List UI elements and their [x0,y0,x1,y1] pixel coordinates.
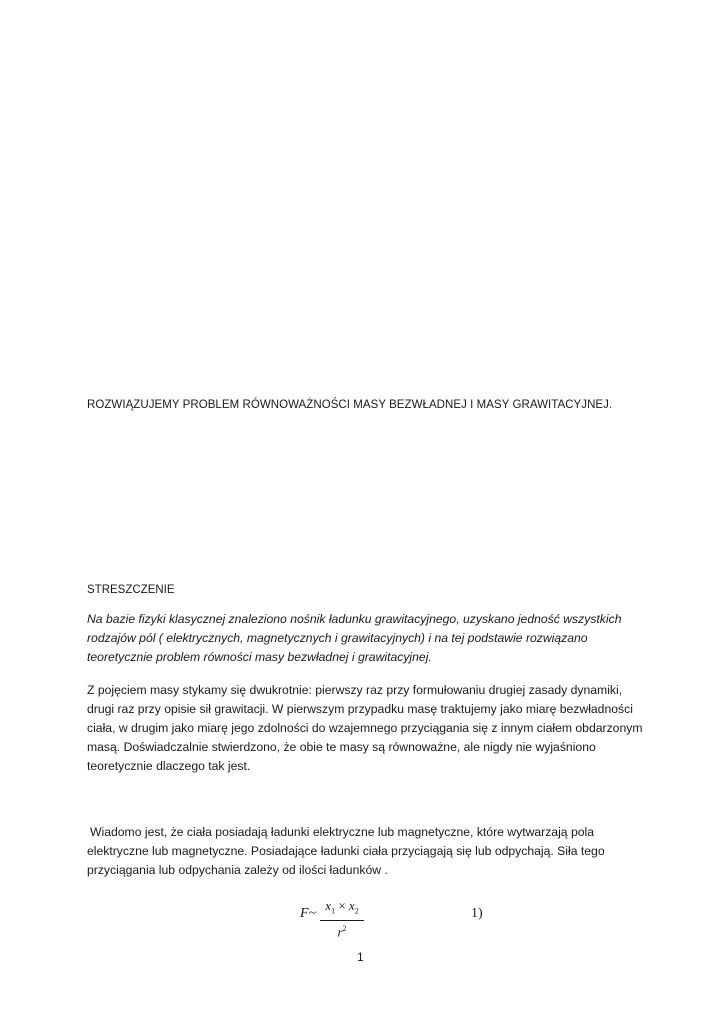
formula-numerator [320,898,364,919]
formula-denominator [320,922,364,939]
formula-sub-1: 1 [331,906,336,916]
page-number: 1 [357,950,364,964]
paragraph-mass: Z pojęciem masy stykamy się dwukrotnie: pierwszy raz przy formułowaniu drugiej zasady dynamiki, drugi raz przy opisie sił grawitacji. W pierwszym przypadku masę traktujemy jako miarę bezwładności ciała, w drugim jako miarę jego zdolności do wzajemnego przyciągania się z innym ciałem obdarzonym masą. Doświadczalnie stwierdzono, że obie te masy są równoważne, ale nigdy nie wyjaśniono teoretycznie dlaczego tak jest. [87,683,643,773]
formula-operator: × [335,898,349,913]
abstract-text: Na bazie fizyki klasycznej znaleziono nośnik ładunku grawitacyjnego, uzyskano jedność wszystkich rodzajów pól ( elektrycznych, magnetycznych i grawitacyjnych) i na tej podstawie rozwiązano teoretycznie problem równości masy bezwładnej i grawitacyjnej. [87,612,622,664]
abstract-heading: STRESZCZENIE [87,584,175,596]
equation-number: 1) [471,906,483,921]
formula-var-x2: x [348,898,355,913]
formula-fraction-bar [320,920,364,921]
paragraph-charges: Wiadomo jest, że ciała posiadają ładunki elektryczne lub magnetyczne, które wytwarzają pola elektryczne lub magnetyczne. Posiadające ładunki ciała przyciągają się lub odpychają. Siła tego przyciągania lub odpychania zależy od ilości ładunków . [87,825,605,877]
formula-sup-2: 2 [342,923,347,933]
formula-fraction [320,898,364,939]
document-title: ROZWIĄZUJEMY PROBLEM RÓWNOWAŻNOŚCI MASY BEZWŁADNEJ I MASY GRAWITACYJNEJ. [87,399,613,411]
formula-lhs: F~ [300,906,317,921]
formula-var-x1: x [325,898,332,913]
formula-sub-2: 2 [354,906,359,916]
formula-var-r: r [337,923,343,939]
formula-force [300,898,390,938]
